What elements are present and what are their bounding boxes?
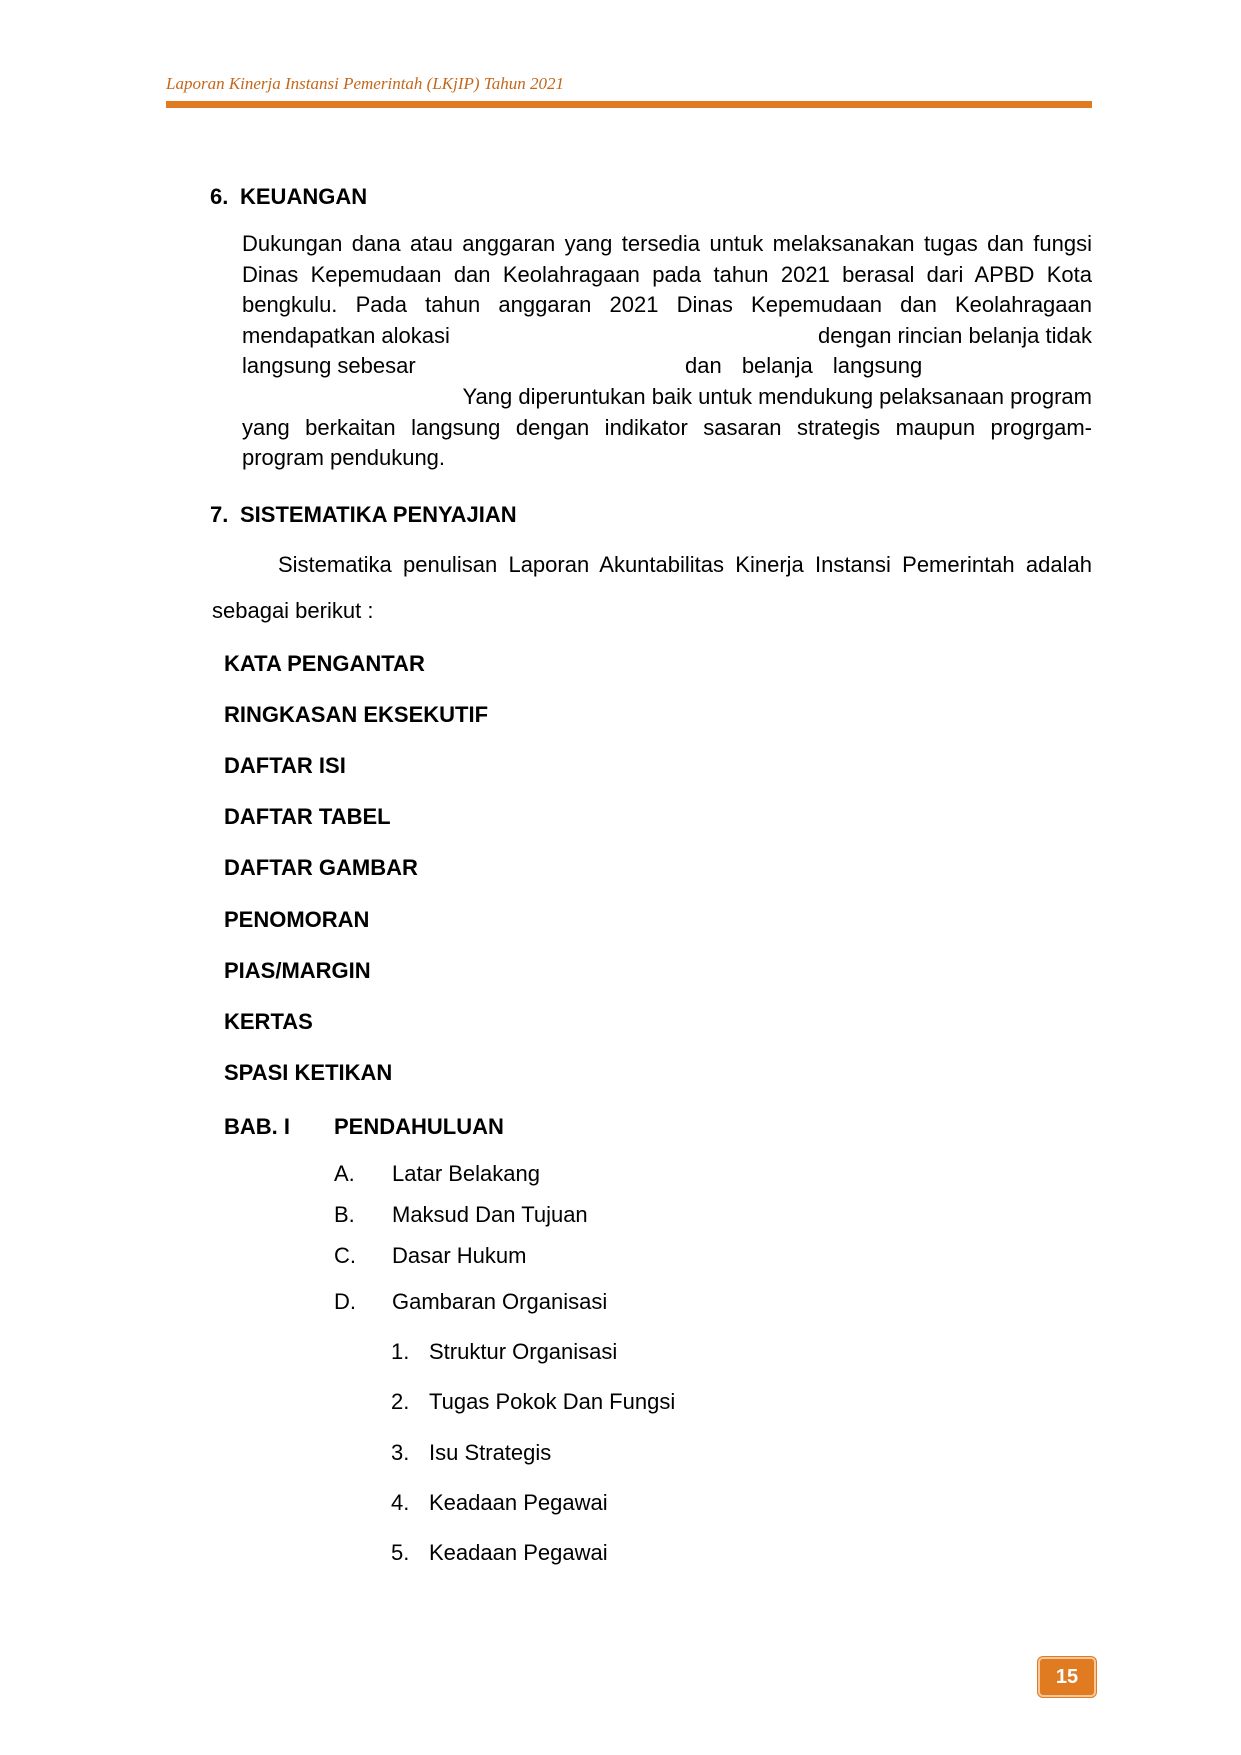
section-7-intro-line: Sistematika penulisan Laporan Akuntabilitas Kinerja Instansi Pemerintah adalah — [278, 552, 1092, 577]
item-number: 3. — [391, 1440, 410, 1465]
toc-item: PIAS/MARGIN — [224, 958, 371, 983]
toc-item: DAFTAR TABEL — [224, 804, 391, 829]
numbered-item — [391, 1490, 608, 1516]
paragraph-line: Yang diperuntukan baik untuk mendukung pelaksanaan program — [462, 383, 1092, 409]
item-text: Isu Strategis — [429, 1440, 552, 1465]
numbered-item — [391, 1389, 675, 1415]
header-title: Laporan Kinerja Instansi Pemerintah (LKjIP) Tahun 2021 — [166, 74, 564, 93]
bab-label: BAB. I — [224, 1114, 290, 1139]
paragraph-fragment: dan belanja langsung — [685, 353, 923, 379]
subsection-title: Latar Belakang — [392, 1161, 540, 1186]
subsection-letter: D. — [334, 1289, 356, 1314]
paragraph-line: Dinas Kepemudaan dan Keolahragaan pada tahun 2021 berasal dari APBD Kota — [242, 261, 1092, 287]
paragraph-line: Dukungan dana atau anggaran yang tersedia untuk melaksanakan tugas dan fungsi — [242, 231, 1092, 256]
paragraph-fragment: mendapatkan alokasi — [242, 322, 450, 348]
section-6-paragraph — [242, 229, 1092, 474]
section-7-number: 7. — [210, 502, 229, 527]
subsection-letter: C. — [334, 1243, 356, 1268]
subsection-letter: B. — [334, 1202, 355, 1227]
item-text: Tugas Pokok Dan Fungsi — [429, 1389, 676, 1414]
toc-item: KATA PENGANTAR — [224, 651, 425, 676]
item-text: Struktur Organisasi — [429, 1339, 618, 1364]
section-6-title: KEUANGAN — [240, 184, 368, 209]
section-7-heading — [210, 502, 517, 528]
subsection-letter: A. — [334, 1161, 355, 1186]
paragraph-fragment: dengan rincian belanja tidak — [818, 322, 1092, 348]
section-7-title: SISTEMATIKA PENYAJIAN — [240, 502, 517, 527]
item-number: 1. — [391, 1339, 410, 1364]
item-text: Keadaan Pegawai — [429, 1490, 608, 1515]
item-number: 2. — [391, 1389, 410, 1414]
paragraph-line: program pendukung. — [242, 445, 446, 471]
paragraph-line — [242, 351, 1092, 382]
numbered-item — [391, 1540, 608, 1566]
section-7-intro-line: sebagai berikut : — [212, 598, 374, 623]
item-number: 4. — [391, 1490, 410, 1515]
numbered-item — [391, 1440, 551, 1466]
item-number: 5. — [391, 1540, 410, 1565]
paragraph-line: yang berkaitan langsung dengan indikator sasaran strategis maupun progrgam- — [242, 414, 1092, 440]
subsection-title: Maksud Dan Tujuan — [392, 1202, 588, 1227]
toc-item: DAFTAR ISI — [224, 753, 346, 778]
item-text: Keadaan Pegawai — [429, 1540, 608, 1565]
toc-item: KERTAS — [224, 1009, 313, 1034]
toc-item: SPASI KETIKAN — [224, 1060, 393, 1085]
subsection-title: Gambaran Organisasi — [392, 1289, 608, 1314]
paragraph-fragment: langsung sebesar — [242, 353, 416, 379]
toc-item: RINGKASAN EKSEKUTIF — [224, 702, 489, 727]
numbered-item — [391, 1339, 617, 1365]
page-number-badge: 15 — [1038, 1657, 1096, 1697]
paragraph-line — [242, 321, 1092, 352]
section-6-heading — [210, 184, 367, 210]
toc-item: PENOMORAN — [224, 907, 370, 932]
paragraph-line: bengkulu. Pada tahun anggaran 2021 Dinas Kepemudaan dan Keolahragaan — [242, 292, 1092, 318]
toc-item: DAFTAR GAMBAR — [224, 855, 418, 880]
header-rule — [166, 101, 1092, 108]
subsection-title: Dasar Hukum — [392, 1243, 527, 1268]
bab-title: PENDAHULUAN — [334, 1114, 504, 1139]
section-6-number: 6. — [210, 184, 229, 209]
